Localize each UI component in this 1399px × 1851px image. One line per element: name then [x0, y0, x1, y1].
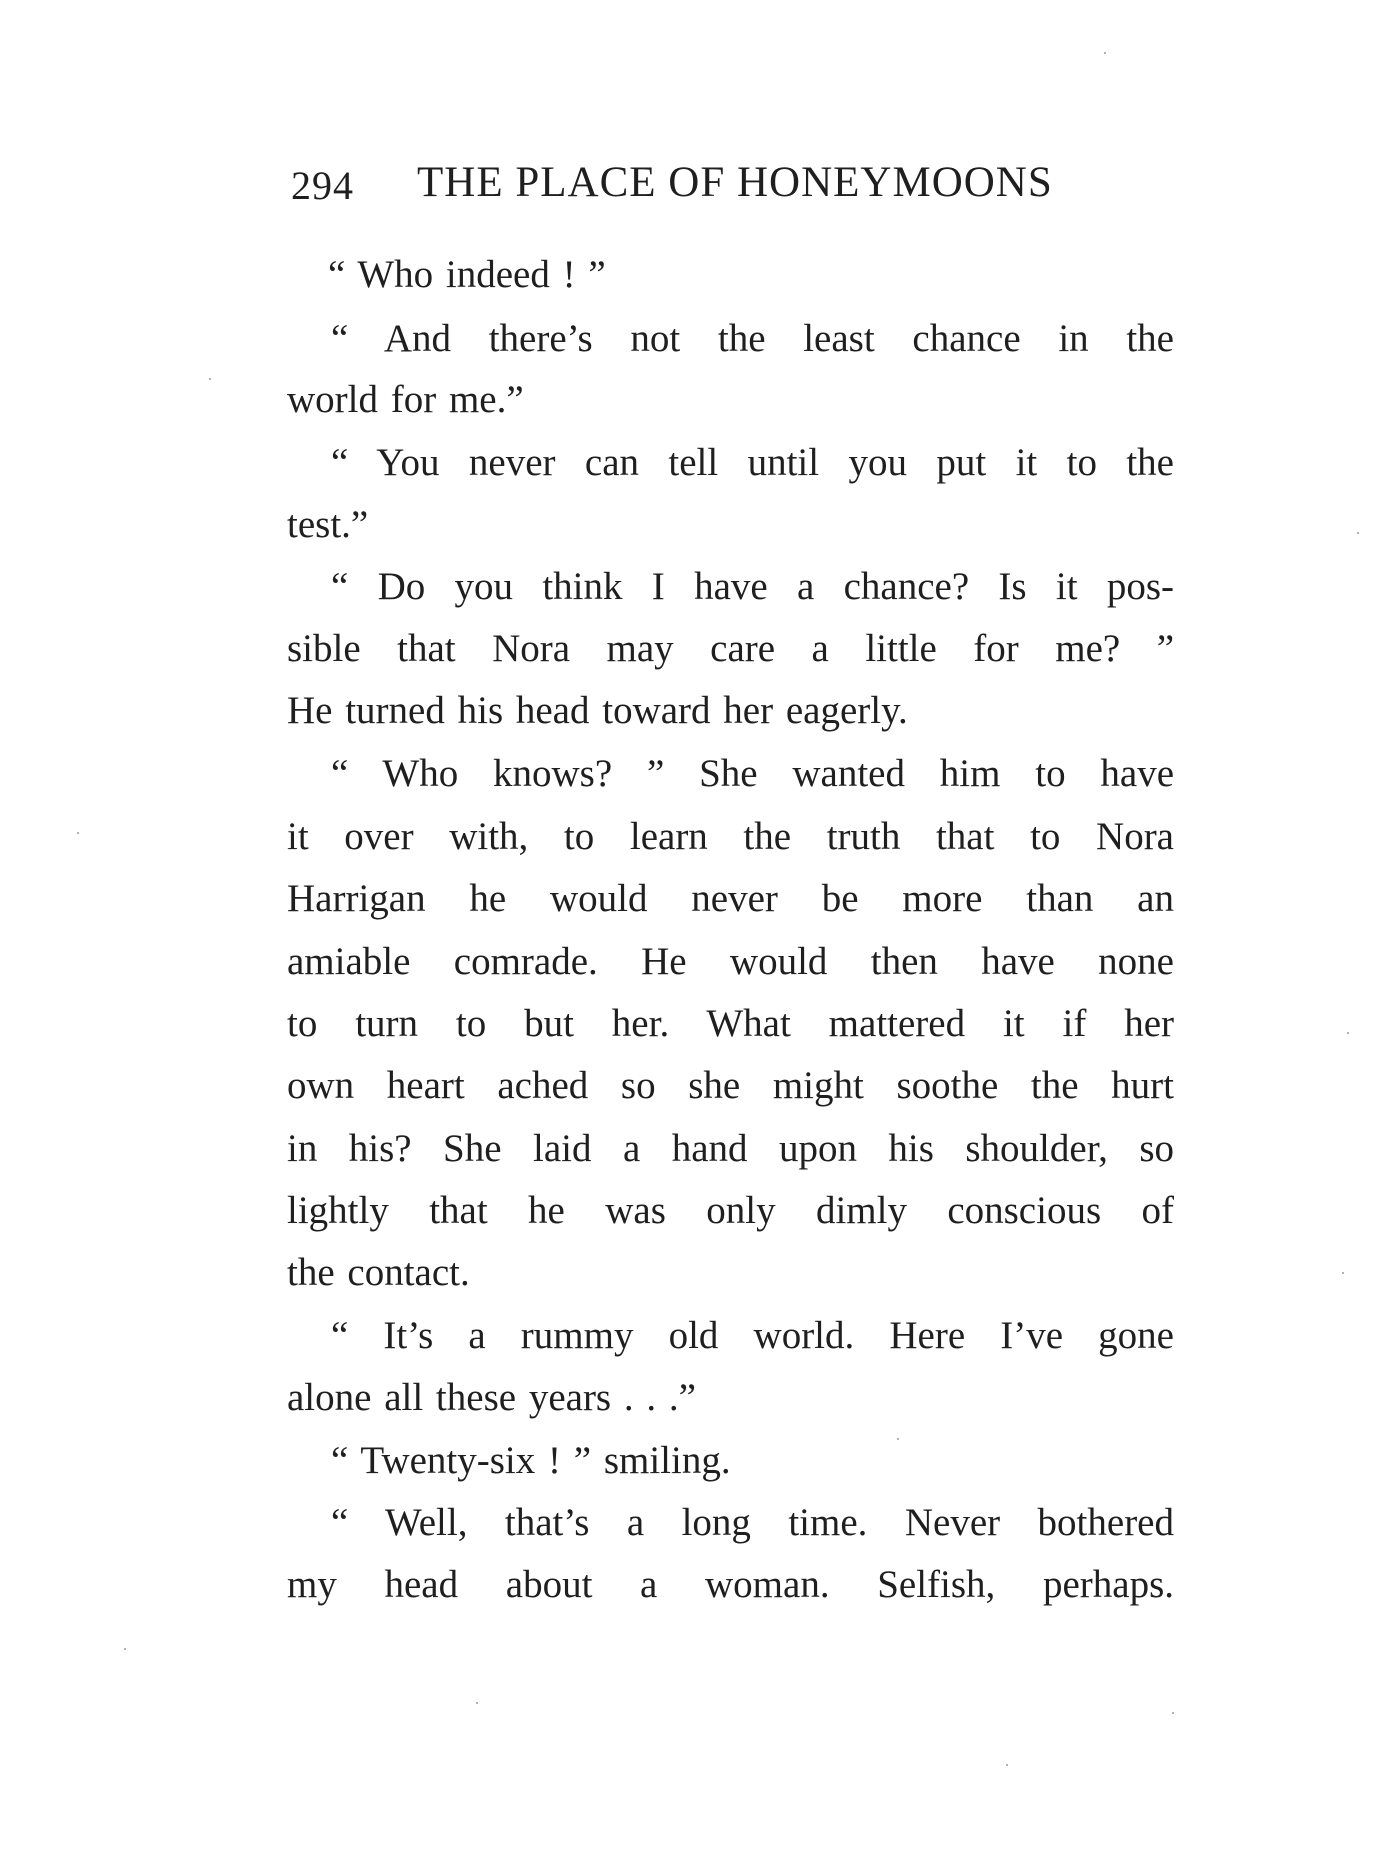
- scan-speck: [1006, 1764, 1008, 1766]
- scan-speck: [1357, 532, 1359, 534]
- text-line: “ Well, that’s a long time. Never bothered: [331, 1501, 1174, 1544]
- scan-speck: [1172, 1712, 1174, 1714]
- scan-speck: [1347, 1032, 1349, 1034]
- text-line: test.”: [287, 503, 369, 546]
- text-line: sible that Nora may care a little for me? ”: [287, 627, 1174, 670]
- text-line: lightly that he was only dimly conscious of: [287, 1189, 1174, 1232]
- text-line: the contact.: [287, 1251, 470, 1294]
- text-line: world for me.”: [287, 378, 524, 421]
- scan-speck: [209, 378, 211, 380]
- scan-speck: [897, 1438, 899, 1440]
- text-line: “ Who indeed ! ”: [328, 253, 606, 296]
- text-line: in his? She laid a hand upon his shoulder, so: [287, 1127, 1174, 1170]
- text-line: “ Do you think I have a chance? Is it pos-: [331, 565, 1174, 608]
- running-title: THE PLACE OF HONEYMOONS: [417, 159, 1053, 206]
- running-head: [291, 158, 1171, 208]
- text-line: “ You never can tell until you put it to the: [331, 441, 1174, 484]
- text-line: alone all these years . . .”: [287, 1376, 696, 1419]
- scan-speck: [124, 1648, 126, 1650]
- text-line: to turn to but her. What mattered it if her: [287, 1002, 1174, 1045]
- scan-speck: [77, 832, 79, 834]
- text-line: own heart ached so she might soothe the hurt: [287, 1064, 1174, 1107]
- text-line: it over with, to learn the truth that to Nora: [287, 815, 1174, 858]
- page-number: 294: [291, 163, 354, 208]
- scan-speck: [1342, 1272, 1344, 1274]
- text-line: my head about a woman. Selfish, perhaps.: [287, 1563, 1174, 1606]
- text-line: Harrigan he would never be more than an: [287, 877, 1174, 920]
- text-line: “ Who knows? ” She wanted him to have: [331, 752, 1174, 795]
- text-line: amiable comrade. He would then have none: [287, 940, 1174, 983]
- text-line: “ And there’s not the least chance in the: [331, 317, 1174, 360]
- text-line: He turned his head toward her eagerly.: [287, 689, 908, 732]
- text-line: “ Twenty-six ! ” smiling.: [331, 1439, 731, 1482]
- scan-speck: [1104, 52, 1106, 54]
- scan-speck: [476, 1702, 478, 1704]
- text-line: “ It’s a rummy old world. Here I’ve gone: [331, 1314, 1174, 1357]
